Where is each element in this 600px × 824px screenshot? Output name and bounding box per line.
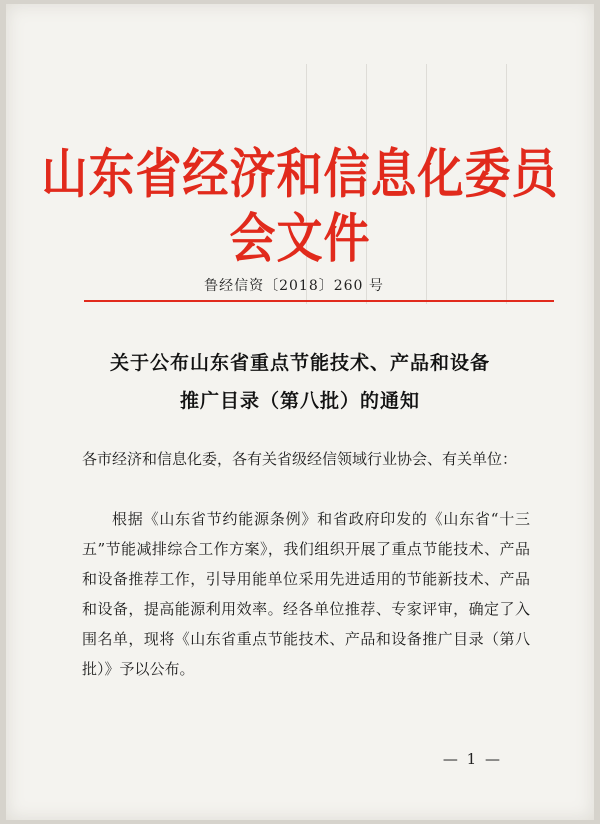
notice-title-line-2: 推广目录（第八批）的通知 bbox=[179, 390, 420, 412]
notice-title-line-1: 关于公布山东省重点节能技术、产品和设备 bbox=[109, 352, 490, 374]
document-page bbox=[6, 4, 594, 820]
page-number: — 1 — bbox=[442, 750, 502, 768]
document-number: 鲁经信资〔2018〕260 号 bbox=[204, 278, 384, 294]
body-paragraph: 根据《山东省节约能源条例》和省政府印发的《山东省“十三五”节能减排综合工作方案》，我们组织开展了重点节能技术、产品和设备推荐工作，引导用能单位采用先进适用的节能新技术、产品和设备，提高能源利用效率。经各单位推荐、专家评审，确定了入围名单，现将《山东省重点节能技术、产品和设备推广目录（第八批）》予以公布。 bbox=[82, 510, 530, 678]
salutation: 各市经济和信息化委，各有关省级经信领域行业协会、有关单位： bbox=[82, 450, 518, 468]
document-header: 山东省经济和信息化委员会文件 bbox=[41, 142, 559, 270]
red-divider bbox=[84, 300, 554, 302]
